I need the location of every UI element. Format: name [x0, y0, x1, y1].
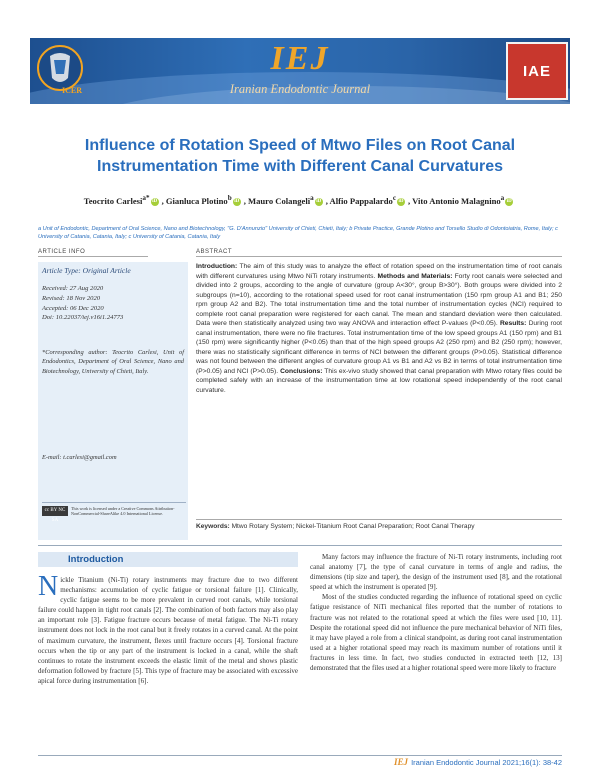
license-text: This work is licensed under a Creative Commons Attribution-NonCommercial-ShareAlike 4.0 International License. [71, 506, 175, 517]
author-email[interactable]: E-mail: t.carlesi@gmail.com [42, 454, 117, 461]
intro-text: The aim of this study was to analyze the effect of rotation speed on the instrumentation time of root canals with different curvatures using Mtwo NiTi rotary instruments. [196, 263, 562, 280]
journal-name: Iranian Endodontic Journal [229, 82, 371, 96]
author-name: Alfio Pappalardo [329, 195, 393, 206]
author-name: Vito Antonio Malagnino [412, 195, 501, 206]
results-text: During root canal instrumentation, there were no file fractures. Total instrumentation time of the low speed groups A1 (150 rpm) and B1 (150 rpm) were significantly higher (P<0.05) than that of the high speed groups A2 (250 rpm) and B2 (250 rpm); however, there was no statistically significant difference in terms of NCI between the different groups (P>0.05). Statistical difference was not found between the different angles of curvature group A1 vs B1 and A2 vs B2 in terms of total instrumentation time (P>0.05) and NCI (P>0.05). [196, 320, 562, 375]
methods-text: Forty root canals were selected and divided into 2 groups, according to the angle of curvature (group A<30°, group B>30°). Both groups were divided into 2 subgroups (n=10), according to the rotational speed used for root canal instrumentation (150 rpm group A1 and B1; 250 rpm group A2 and B2). The total instrumentation time and the total number of instrumentation cycles (NCI) required to complete root canal preparation were registered for each canal. The mean and standard deviation were then calculated. Data were then statistically analyzed using two way ANOVA and interaction effect P-values (P<0.05). [196, 272, 563, 327]
citation-text: Iranian Endodontic Journal 2021;16(1): 38-42 [411, 758, 562, 767]
revised-date: Revised: 18 Nov 2020 [42, 294, 101, 302]
results-label: Results: [499, 320, 527, 327]
orcid-icon[interactable]: iD [234, 198, 240, 204]
author-sup: a [310, 194, 314, 202]
keywords-label: Keywords: [196, 523, 230, 530]
icer-logo-text: ICER [62, 86, 83, 95]
keywords-text: Mtwo Rotary System; Nickel-Titanium Root Canal Preparation; Root Canal Therapy [231, 523, 475, 530]
col1-text: ickle Titanium (Ni-Ti) rotary instruments may fracture due to two different mechanisms: accumulation of cyclic fatigue or torsional failure [1]. Clinically, cyclic fatigue seems to be more prevalent in curved root canals, while torsional failure could happen in tight root canals [2]. The combination of both factors may also play an important role [3]. Fatigue fracture occurs because of metal fatigue. The Ni-Ti rotary instrument does not lock in the root canal but it freely rotates in a curved canal. At the point of maximum curvature, the instrument, flexes until fracture occurs [4]. Torsional fracture occurs when the tip or any part of the instrument is locked in a canal, while the shaft continues to rotate the instrument exceeds the elastic limit of the metal and shows plastic deformation followed by fracture [5]. This type of fracture may be associated with excessive apical force during instrumentation [6]. [38, 576, 298, 685]
corresponding-author: *Corresponding author: Teocrito Carlesi, Unit of Endodontics, Department of Oral Science, Nano and Biotechnology, University of Chieti, Italy. [42, 349, 184, 375]
author-list: Teocrito Carlesi$^{a*}$ iD , Gianluca Plotino$^b$ iD , Mauro Colangeli$^a$ iD , Alfio Pappalardo$^c$ iD , Vito Antonio Malagnino$^a$ iD [83, 194, 512, 206]
cc-license-icon[interactable]: cc BY NC SA [42, 506, 68, 516]
article-dates [42, 284, 123, 323]
conclusions-text: This ex-vivo study showed that canal preparation with Mtwo rotary files could be completed safely with an increase of the instrumentation time at low rotational speed independently of the root canal curvature. [196, 367, 563, 394]
abstract-body [196, 262, 562, 395]
author-sup: a [500, 194, 505, 202]
author-sup: a* [142, 194, 150, 202]
article-type: Article Type: Original Article [42, 266, 131, 275]
methods-label: Methods and Materials: [377, 272, 453, 280]
iae-logo: IAE [506, 42, 568, 100]
orcid-icon[interactable]: iD [152, 198, 158, 204]
footer-logo: IEJ [394, 757, 409, 767]
drop-cap: N [38, 571, 59, 602]
author-name: Mauro Colangeli [247, 195, 311, 206]
journal-abbrev: IEJ [270, 40, 330, 77]
section-divider [38, 545, 562, 546]
author-name: Teocrito Carlesi [83, 195, 143, 206]
footer-divider [38, 755, 562, 756]
title-line-2: Instrumentation Time with Different Canal Curvatures [97, 158, 503, 175]
keywords [196, 519, 562, 530]
conclusions-label: Conclusions: [280, 367, 323, 375]
accepted-date: Accepted: 06 Dec 2020 [42, 304, 104, 312]
col2-paragraph-2: Most of the studies conducted regarding the influence of rotational speed on cyclic fatigue resistance of NiTi mechanical files reported that the number of rotations to fracture was not related to the rotational speed at which the files were used [10, 11]. Despite the rotational speed did not influence the pure mechanical behavior of NiTi files, it may have played a role from a clinical standpoint, as during root canal instrumentation used at a higher rotational speed may reach its maximum number of rotations until it fractures in less time. In fact, two studies conducted in extracted teeth [12, 13] demonstrated that the files used at a higher rotational speed were more likely to fracture [310, 593, 562, 673]
orcid-icon[interactable]: iD [398, 198, 404, 204]
affiliations: a Unit of Endodontic, Department of Oral Science, Nano and Biotechnology, "G. D'Annunzio" University of Chieti, Chieti, Italy; b Private Practice, Grande Plotino and Torsello Studio di Odontoiatria, Rome, Italy; c University of Catania, Catania, Italy; c University of Catania, Catania, Italy [38, 226, 558, 240]
article-info-label: ARTICLE INFO [38, 249, 148, 257]
author-sup: c [392, 194, 396, 202]
received-date: Received: 27 Aug 2020 [42, 285, 104, 292]
intro-label: Introduction: [196, 263, 238, 270]
article-title [50, 135, 550, 177]
col2-paragraph-1: Many factors may influence the fracture of Ni-Ti rotary instruments, including root canal anatomy [7], the type of canal curvature in terms of angle and radius, the dimensions (tip size and taper), the design of the instrument used [8], and the rotational speed at which the instrument is operated [9]. [310, 553, 562, 592]
license-block [42, 502, 186, 523]
doi[interactable]: Doi: 10.22037/iej.v16i1.24773 [42, 314, 124, 322]
author-sup: b [227, 194, 232, 202]
orcid-icon[interactable]: iD [506, 198, 512, 204]
journal-banner [30, 38, 570, 104]
author-name: Gianluca Plotino [165, 195, 228, 206]
body-column-1 [38, 571, 298, 686]
footer-citation [394, 757, 562, 767]
body-column-2 [310, 552, 562, 673]
article-info-panel [38, 262, 188, 540]
abstract-label: ABSTRACT [196, 249, 562, 257]
title-line-1: Influence of Rotation Speed of Mtwo Files on Root Canal [84, 137, 516, 154]
introduction-heading: Introduction [38, 552, 298, 567]
orcid-icon[interactable]: iD [316, 198, 322, 204]
